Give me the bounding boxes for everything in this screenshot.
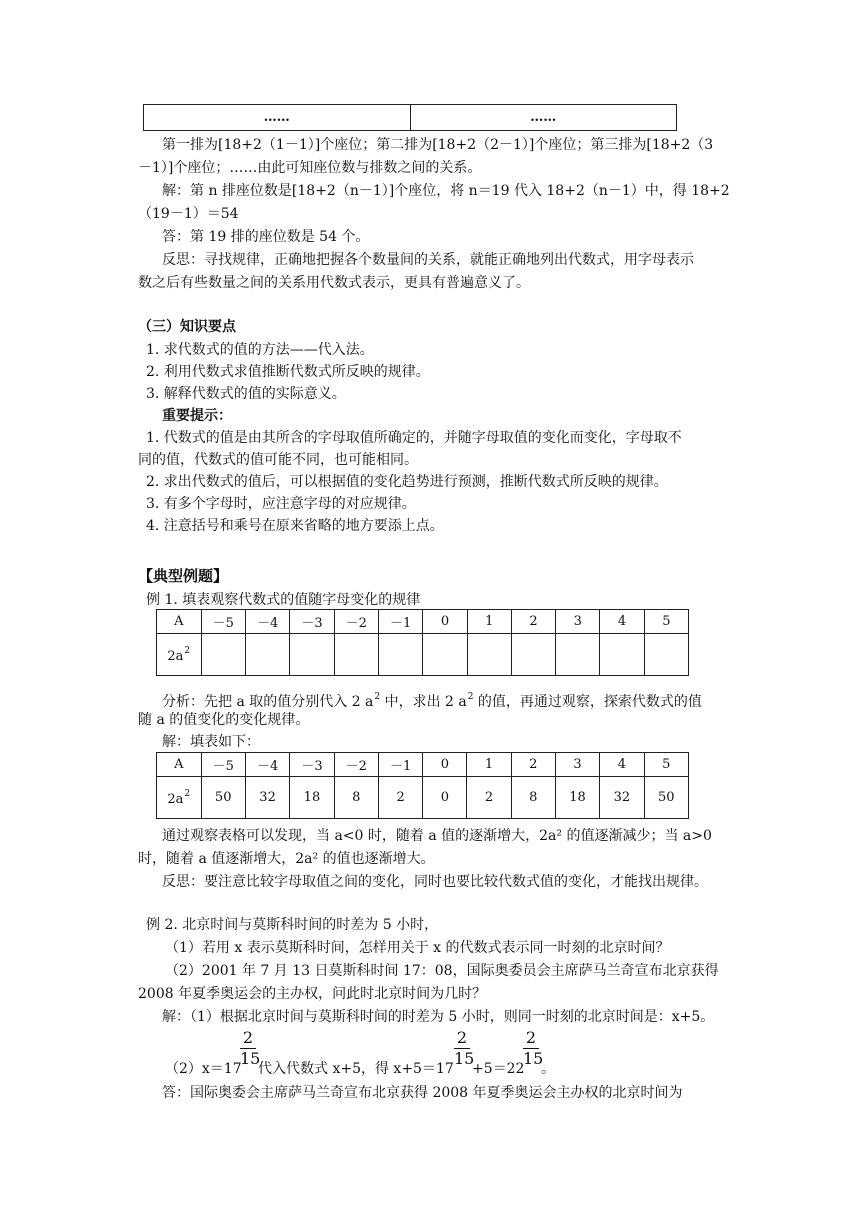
top-table	[143, 104, 677, 131]
fraction: $\frac{2}{15}$	[454, 1028, 475, 1068]
a-value: 2	[511, 753, 555, 777]
example2-solution-part: （2）x＝17	[165, 1061, 242, 1077]
intro-line: 解：第 n 排座位数是[18+2（n－1）]个座位，将 n＝19 代入 18+2（n－1）中，得 18+2	[162, 183, 730, 199]
result-cell: 8	[334, 777, 378, 819]
a-value: 2	[511, 610, 555, 634]
example2-solution-part: 代入代数式 x+5，得 x+5＝17	[258, 1061, 454, 1077]
section-title: （三）知识要点	[138, 319, 236, 335]
expr-label: $2a^2$	[157, 634, 202, 676]
knowledge-point: 2. 利用代数式求值推断代数式所反映的规律。	[146, 364, 430, 380]
example2-question: （1）若用 x 表示莫斯科时间，怎样用关于 x 的代数式表示同一时刻的北京时间？	[165, 940, 670, 956]
tip-title: 重要提示：	[162, 408, 232, 424]
analysis-line: 随 a 的值变化的变化规律。	[138, 712, 310, 728]
example1-table-empty	[156, 609, 689, 676]
observation-line: 时，随着 a 值逐渐增大，2a² 的值也逐渐增大。	[138, 851, 435, 867]
empty-cell	[201, 634, 245, 676]
result-cell: 18	[290, 777, 334, 819]
result-cell: 50	[644, 777, 688, 819]
a-value: －4	[245, 753, 289, 777]
empty-cell	[290, 634, 334, 676]
a-value: 1	[467, 753, 511, 777]
knowledge-point: 1. 求代数式的值的方法——代入法。	[146, 342, 374, 358]
intro-line: 第一排为[18+2（1－1）]个座位；第二排为[18+2（2－1）]个座位；第三排为[18+2（3	[162, 137, 714, 153]
reflection-line: 反思：要注意比较字母取值之间的变化，同时也要比较代数式值的变化，才能找出规律。	[162, 874, 708, 890]
a-value: 0	[423, 610, 467, 634]
a-value: 5	[644, 753, 688, 777]
answer-line: 答：第 19 排的座位数是 54 个。	[162, 229, 370, 245]
top-table-cell: ……	[410, 105, 677, 131]
expr-label: $2a^2$	[157, 777, 202, 819]
example1-table-filled	[156, 752, 689, 819]
example2-title: 例 2. 北京时间与莫斯科时间的时差为 5 小时，	[146, 917, 439, 933]
result-cell: 8	[511, 777, 555, 819]
solve-label: 解：填表如下：	[162, 734, 260, 750]
result-cell: 18	[555, 777, 599, 819]
examples-heading: 【典型例题】	[138, 567, 229, 585]
a-value: 4	[600, 753, 644, 777]
empty-cell	[467, 634, 511, 676]
example2-solution-part: +5＝22	[472, 1061, 525, 1077]
empty-cell	[423, 634, 467, 676]
a-value: －1	[378, 753, 422, 777]
empty-cell	[334, 634, 378, 676]
intro-line: －1）]个座位；……由此可知座位数与排数之间的关系。	[138, 160, 482, 176]
result-cell: 2	[467, 777, 511, 819]
a-value: 0	[423, 753, 467, 777]
empty-cell	[556, 634, 600, 676]
a-value: －5	[201, 610, 245, 634]
example1-title: 例 1. 填表观察代数式的值随字母变化的规律	[146, 592, 421, 608]
result-cell: 32	[245, 777, 289, 819]
empty-cell	[379, 634, 423, 676]
tip-line: 同的值，代数式的值可能不同，也可能相同。	[138, 452, 418, 468]
intro-line: （19－1）＝54	[138, 206, 239, 222]
observation-line: 通过观察表格可以发现，当 a<0 时，随着 a 值的逐渐增大，2a² 的值逐渐减少；当 a>0	[162, 828, 712, 844]
a-value: －2	[334, 753, 378, 777]
a-value: －2	[334, 610, 378, 634]
example2-solution-part: 。	[541, 1061, 555, 1077]
empty-cell	[600, 634, 644, 676]
top-table-cell: ……	[144, 105, 411, 131]
reflection-line: 反思：寻找规律，正确地把握各个数量间的关系，就能正确地列出代数式，用字母表示	[162, 252, 694, 268]
a-value: －3	[290, 753, 334, 777]
knowledge-point: 3. 解释代数式的值的实际意义。	[146, 386, 346, 402]
a-value: －1	[379, 610, 423, 634]
row-label: A	[157, 753, 202, 777]
a-value: －4	[245, 610, 289, 634]
fraction: $\frac{2}{15}$	[523, 1028, 544, 1068]
tip-line: 4. 注意括号和乘号在原来省略的地方要添上点。	[146, 518, 444, 534]
result-cell: 0	[423, 777, 467, 819]
a-value: 5	[644, 610, 688, 634]
fraction: $\frac{2}{15}$	[240, 1028, 261, 1068]
a-value: 3	[556, 610, 600, 634]
a-value: 3	[555, 753, 599, 777]
reflection-line: 数之后有些数量之间的关系用代数式表示，更具有普遍意义了。	[138, 275, 530, 291]
tip-line: 2. 求出代数式的值后，可以根据值的变化趋势进行预测，推断代数式所反映的规律。	[146, 474, 668, 490]
example2-answer: 答：国际奥委会主席萨马兰奇宣布北京获得 2008 年夏季奥运会主办权的北京时间为	[162, 1085, 683, 1101]
empty-cell	[644, 634, 688, 676]
empty-cell	[245, 634, 289, 676]
a-value: 4	[600, 610, 644, 634]
row-label: A	[157, 610, 202, 634]
example2-question: （2）2001 年 7 月 13 日莫斯科时间 17：08，国际奥委员会主席萨马兰奇宣布北京获得	[165, 963, 719, 979]
result-cell: 32	[600, 777, 644, 819]
a-value: －5	[201, 753, 245, 777]
empty-cell	[511, 634, 555, 676]
tip-line: 3. 有多个字母时，应注意字母的对应规律。	[146, 496, 416, 512]
a-value: 1	[467, 610, 511, 634]
a-value: －3	[290, 610, 334, 634]
tip-line: 1. 代数式的值是由其所含的字母取值所确定的，并随字母取值的变化而变化，字母取不	[146, 430, 682, 446]
result-cell: 2	[378, 777, 422, 819]
example2-question: 2008 年夏季奥运会的主办权，问此时北京时间为几时？	[138, 986, 487, 1002]
analysis-line: 分析：先把 a 取的值分别代入 2 $a^2$ 中，求出 2 $a^2$ 的值，再通过观察，探索代数式的值	[162, 692, 702, 710]
example2-solution: 解：（1）根据北京时间与莫斯科时间的时差为 5 小时，则同一时刻的北京时间是：x+5。	[162, 1009, 715, 1025]
result-cell: 50	[201, 777, 245, 819]
